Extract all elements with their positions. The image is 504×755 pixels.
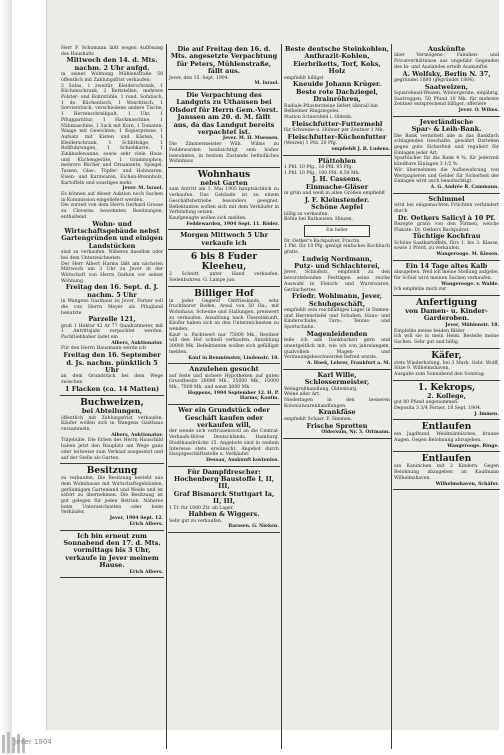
advert-illustration: Ein heller [304,225,370,236]
ad-heading: Freitag den 16. September d. Js. nachm. pünktlich 5 Uhr [63,351,161,374]
ad-headline: Billiger Hof [194,288,254,299]
ad-heading: Schuhgeschäft, [308,299,366,308]
column-rule [281,44,282,749]
advertisement [283,156,391,370]
ad-body-text: Radiale-Pflastersteine liefert überall hin [284,103,378,109]
ad-body-text: Schöne Saatkartoffeln, fürs 1. bis 3. Klasse, sowie 1 Pferd, zu verkaufen. [394,240,499,252]
column-rule [391,44,392,749]
ad-heading: nebst Garten [200,178,248,187]
ad-body-text: Ausgabe zum Sonnabend den Sonntag. [394,372,486,378]
advertisement [393,261,500,296]
advertisement [168,230,280,250]
ad-body-text: in Wangens Gasthaus zu Jever, Ferner soll die von Herrn Meyer als Pflugland benutzte [61,299,163,316]
ad-signature: Jever, 1904 Sept. 12. [109,516,163,522]
ad-body-text: in grün und weiß in allen Größen empfiehlt [284,191,385,197]
ad-body-text: an dem Grundstück bei dem Wege zwischen [61,374,163,386]
ad-signature: Jever. O. Wilms. [458,108,499,114]
column-rule [166,44,167,749]
advertisement [393,296,500,349]
advertisement [283,44,391,156]
ad-signature: Wilhelmshaven, Schäfer. [435,481,499,487]
ad-body-text: auf feste und sichere Hypotheken auf guten Grundbesitz 28000 Mk., 25000 Mk., 10000 Mk., 7000 Mk. und sonst 5000 Mk. [169,373,279,391]
ad-signature: Feddewarden, 1904 Sept. 11. Röder. [186,221,279,227]
ad-body-text: Tütjebülle. Die Erben des Herrn Hauschild haben jetzt den Bauplatz am Wege ganz oder teilweise zum Verkauf ausgesetzt und auf der Stelle als Garten. [61,438,163,461]
ad-headline: Käfer, [431,350,462,361]
ad-heading: Beste deutsche Steinkohlen, Anthrazit-Kohlen, Eierbriketts, Torf, Koks, Holz [284,45,390,76]
ad-heading: Ludwig Nordmann, [302,254,372,263]
ad-body-text: Kaufgenugte wollen sich melden. [169,215,247,221]
ad-heading: Putz- und Schlachterei, [294,262,380,271]
ad-body-text: Die Bank vermittelt alle in das Bankfach schlagenden Geschäfte, gewährt Darlehen gegen gute Sicherheit und reguliert für Einlagen jeder Art. [394,133,499,156]
ad-body-text: der wende sich vertrauensvoll an die Central-Verkaufs-Börse Deutschlands, Hamburg, Stadthausbrücke 15. Angebote sind in weitem Interesse stets erwünscht. Angebot durch Hauptgeschäftsstelle u. Verkäufer. [169,429,279,458]
ad-signature: Wangerooge. v. Walde. [441,281,499,287]
ad-body-text: Die zurzeit von dem Herrn Gerhard Grosse zu Cleverns bewohnten Besitzungen, enthaltend [61,203,163,220]
ad-heading: Einmache-Gläser [305,182,369,191]
ad-heading: J. H. Cassens. [312,175,362,184]
ad-heading: Schlossermeister, [304,378,370,387]
ad-signature: empfiehlt J. B. Ludens. [331,146,390,152]
ad-body-text: empfiehlt Schaar. F. Simmen. [284,416,353,422]
ad-body-text: Sparbücher für die Bank 4 %, für jederzeit kündbare Einlagen 3 1/2 %. [394,156,499,168]
ad-heading: Mittwoch den 14. d. Mts. [66,56,158,65]
ad-heading: Fleischfutter-Küchenfutter [287,132,387,141]
imprint-text: Jever 1904 [14,738,52,746]
ad-body-text: Der Herr Albert Harms läßt am nächsten Mittwoch um 3 Uhr zu Jever in der Wirtschaft von Herrn Gerken vor seiner Wohnung [61,261,163,284]
advertisement [393,194,500,261]
ad-signature: Jever, Mühlenstr. 18. [445,322,499,328]
ad-heading: von Damen- u. Kinder-Garderoben. [405,307,488,323]
ad-body-text: Rezepte gratis von den Firmen, welche Plakate: Dr. Oetkers Backpulver. [394,221,499,233]
ad-body-text: Wir übernehmen die Aufbewahrung von Wertpapieren und Gelder für Sicherheit der Einlagen wird auch beaufsichtigt. [394,167,499,185]
ad-heading: Schöne Aepfel [311,203,363,212]
ad-heading: Drainröhren, [313,95,361,104]
ad-body-text: abzugeben. Weil ich meine Stellung aufgebe, für Schiel wird meinen Sachen verkaufen. [394,270,500,281]
advertisement [393,452,500,490]
ad-signature: Erich Albers. [129,569,163,575]
ad-body-text: Weine aller Art. [284,392,321,398]
ad-body-text: stets Wiederholung, bei 3 Mark. Gebr. Wolff, Sitze 9. Wilhelmshaven. [394,360,499,372]
ad-heading: Anzulehen gesucht [189,365,259,374]
advertisement [60,396,164,464]
ad-headline: Wohnhaus [197,169,251,180]
ad-body-text: Squarehead-Weizen, Wintergerste, einjährig, Saatroggen, 50 Pfund 10 Mk. für mehrere Zentner entsprechend billiger, offeriere [394,91,499,108]
ad-body-text: sind zu verkaufen. Näheres daselbst oder bei dem Unterzeichneten. [61,250,163,261]
ad-signature: M. Israel. [254,81,279,87]
ad-body-text: Kauf- u. Pachtwert nur 75000 Mk., Besitzer will den Hof schnell verkaufen. Anzahlung 20000 Mk. Reflektanten wollen sich gefälligst melden. [169,332,279,355]
ad-body-text: empfiehlt sein reichhaltiges Lager in Damen- und Herrenstiefel und Schuhen, Haus- und Kinderschuhe, Turn-, Tennis- und Sportschuhe. [284,308,390,331]
advertisement [283,370,391,439]
ad-body-text: ein Kaninchen mit 2 Kindern. Gegen Belohnung abzugeben an Kaufmann Wilhelmshaven. [394,464,499,481]
ad-signature: Wangerooge. M. Klesen. [436,252,499,258]
ad-body-text: wird bei eingemachten Früchten verhindert durch [394,203,499,214]
advertisement [393,381,500,421]
ad-body-text: Ich empfehle mich zur [394,287,447,293]
ad-signature: A. G. Andrée R. Cammann. [430,184,499,190]
ad-heading: bei Abteilungen, [81,407,143,416]
ad-body-text: öffentlich mit Zahlungsfrist verkaufen. Käufer wollen sich in Wangens Gasthaus versammeln. [61,415,163,433]
ad-body-text: 2 Sofas, 1 zweitür. Kleiderschrank, 1 Küchenschrank, 2 Bettstellen, mehrere Polster- und Rohrstühle, 1 rund. Sofatisch, 1 do. Küchentisch, 1 Waschtisch, 1 Servierstisch, verschiedene andere Tische, 1 Herrenschreibpult, 1 Uhr, 1 Pfluggarnitur, 1 Hackmaschine, 1 Nähmaschine, 1 Sack mit Korn, 1 Tomaten-Waage mit Gewichten, 1 Kopierpresse, 1 Aufsatz mit Kisten und Kästen, 1 Kleiderschrank, 1 Schlittsäge, 1 Rollfuhrwagen, 1 Schiebkarre, 1 Zinkbadewanne, sowie sehr viele Haus- und Küchengeräte, 1 Grammophon, mehrere Bücher und Ornamente, Spiegel, Tassen, Glas-, Töpfer- und Holzwaren, Eisen- und Kurzwaren, Eichen-Brennholz, Kartoffeln und sonstiges mehr. [61,83,163,186]
ad-body-text: empfiehlt billigst [284,75,324,81]
ad-heading: Ich bin erneut zum Sonnabend den 17. d. Mts. vormittags bis 3 Uhr, verkaufe in Jever meinem Hause. [63,531,161,570]
ad-headline: Buchweizen, [80,398,144,409]
ad-body-text: gut 80 Pfund angenommen. [394,400,459,406]
advertisement [393,117,500,194]
ad-body-text: Station Schiersfeld i. Oldenb. [284,114,353,120]
advertisement [168,250,280,286]
ad-heading: Ein 14 Tage altes Kalb [405,261,488,270]
ad-body-text: Empfehle meine beiden Bilder [394,328,465,334]
ad-body-text: Deposita 3 3/4 Ferner, 18 Sept. 1904. [394,405,482,411]
ad-heading: Frische Sprotten [306,421,368,430]
ad-signature: Erich Albers. [129,521,163,527]
ad-headline: 1. Kekrops, [417,382,476,393]
ad-body-text: Bohle bei Rathausen. Hinzen. [284,217,354,223]
ad-heading: Plättohlen [318,156,356,165]
ad-heading: nachm. 2 Uhr aufgd. [74,63,150,72]
column-2 [168,44,280,749]
ad-heading: Habben & Wiggers. [188,510,260,519]
advertisement [168,467,280,534]
ad-heading: Jeverländische [419,117,474,126]
ad-heading: Wer ein Grundstück oder Geschäft kaufen oder verkaufen will, [178,406,270,429]
ad-signature: Hoppens, 1904 September 12. H. P. Harms, Kaufm. [187,390,279,402]
ad-body-text: Weingroßhandlung, Oldenburg. [284,386,358,392]
ad-heading: J. F. Kleinstender. [304,195,370,204]
ad-heading: Für Dampfdrescher: Hochenberg Baustoffe I, II, III, [173,467,274,491]
advertisement [393,420,500,452]
ad-body-text: in seiner Wohnung Mühlenstraße 58 öffentlich mit Zahlungsfrist verkaufen: [61,72,163,83]
ad-heading: Krankfäse [318,408,356,417]
advertisement [168,405,280,466]
ad-signature: Kauf in Reumünster, Lindenstr. 10. [188,355,279,361]
advertisement [168,287,280,365]
ad-body-text: Jever, Schloßstr., empfiehlt zu den bevorstehenden Festtagen seine reiche Auswahl in Fleisch- und Wurstwaren, Geräuchertes. [284,270,390,293]
advertisement [393,349,500,381]
ad-heading: 2. Kollege, [427,391,466,400]
ad-heading: Friedr. Wohlmann, Jever, [291,292,383,301]
column-1 [60,44,164,749]
ad-headline: Besitzung [86,466,138,477]
ad-heading: A. Wolfsky, Berlin N. 37, [402,69,491,78]
advertisement [393,44,500,117]
ad-body-text: billig zu verkaufen. [284,211,329,217]
ad-heading: Graf Bismarck Stuttgart Ia, II, III, [173,489,275,506]
ad-heading: Parzelle 121, [88,315,136,324]
ad-body-text: zum Antritt am 1. Mai 1905 hauptsächlich zu verkaufen. Das Gebäude ist zu einem Geschäftsbetriebe besonders geeignet. Reflektanten wollen sich mit dem Verkäufer in Verbindung setzen. [169,187,279,216]
advertisement [60,464,164,530]
ad-signature: Jever. M. H. Muessen. [222,136,279,142]
ad-heading: Morgen Mittwoch 5 Uhr verkaufe ich [180,231,268,247]
ad-body-text: Dr. Oetker's Backpulver, Fructin [284,238,360,244]
ad-body-text: über Vermögens-, Familien- und Privatverhältnisse aus ungefähr Gegenden des In- und Auslandes erteilt Auskunftei [394,53,499,70]
ad-body-text: für Schweine u. Hühner per Zentner 1 Mk. [284,128,385,134]
ad-signature: Jever. M. Israel. [122,186,163,192]
ad-body-text: 1 Pfd. 10 Pfg., 100 Pfd. 8,50 Mk. [284,170,360,176]
ad-body-text: (Weizen) 1 Pfd. 20 Pfg. [284,141,338,147]
ad-heading: Freitag den 16. Sept. d. J. nachm. 5 Uhr [65,283,159,299]
ad-heading: Saatweizen, [424,82,469,91]
ad-body-text: 1 Tr. für 1000 Ztr. ab Lager. [169,505,234,511]
ad-heading: Magenleidenden [306,329,368,338]
column-3 [283,44,391,749]
ad-heading: 1 Flacken (ca. 14 Matten) [64,384,160,393]
ad-body-text: 1 Pkt. für 10 Pfg. genügt einfaches Kochbuch gratis. [284,244,390,255]
ad-heading: Karl Wille, [317,370,357,379]
ad-signature: Dessau, Auskunft kostenlos. [206,457,279,463]
ad-heading: Beste rote Dachziegel, [295,87,379,96]
scan-edge-strip [0,0,12,755]
advertisement [60,44,164,396]
ad-signature: Albers, Auktionator. [111,432,163,438]
ad-body-text: zu verkaufen. Die Besitzung besteht aus dem Wohnhause mit Wirtschaftsgebäuden, geräumigem Gartenland und Weide und ist sofort zu übernehmen. Die Besitzung ist gut gelegen für jeden Betrieb. Näheres beim Unterzeichneten oder beim Verkäufer. [61,476,163,516]
advertisement [168,364,280,405]
ad-body-text: Ich will sie in mein Heim. Bestelle meine Sachen. Sehr gut und billig. [394,334,499,345]
ad-heading: Dr. Oetkers Salicyl à 10 Pf. [397,213,496,222]
ad-body-text: Jever, den 15. Sept. 1904. [169,75,230,81]
ad-body-text: groß 1 Hektar 42 Ar 77 Quadratmeter, mit 1 Antrittsjahr verpachtet werden. Pachtliebhaber ladet ein [61,323,163,341]
ad-body-text: Belhelmer Ringziegelei. [284,109,340,115]
ad-body-text: Herr P. Schumann läßt wegen Auflösung des Haushalts [61,46,163,57]
ad-body-text: Die Zimmermeister Wilh. Wilms zu Feddewarden beabsichtigt sein bisher bewohntes, in bestem Zustande befindliches Wohnhaus [169,142,279,165]
ad-headline: 6 bis 8 Fuder Kleeheu, [190,252,258,273]
ad-heading: Die Verpachtung des Landguts zu Uthausen bei Olsdorf für Herrn Gem.-Vorst. Janssen am 20. d. M. fällt aus, da das Landgut bereits verpachtet ist. [169,91,279,137]
advertisement [168,168,280,230]
ad-heading: Tüchtige Kochfrau [412,232,481,241]
ad-body-text: 1 Pfd. 10 Pfg., 10 Pfd. 95 Pfg. [284,164,353,170]
advertisement [60,531,164,579]
ad-signature: Wangerooge. Ringe. [447,443,499,449]
ad-headline: Anfertigung [415,298,478,309]
ad-heading: Schimmel [428,194,465,203]
ad-heading: Auskünfte [427,45,466,53]
ad-body-text: Sehr gut zu verkaufen. [169,518,223,524]
ad-body-text: 2 Schnitt, unter Hand verkaufen. Sielenbuhren. G. Lampe jun. [169,272,279,283]
ad-body-text: Es können auf dieser Auktion noch Sachen in Kommission eingeliefert werden. [61,191,163,203]
advertisement [168,90,280,168]
column-4 [393,44,500,749]
ad-body-text: in jeder Gegend Ostfrieslands, sehr fruchtbarer Boden, Areal von 50 Ha., mit Wohnhaus, Scheune und Stallungen, preiswert zu verkaufen. Anzahlung nach Übereinkunft, Käufer haben sich an den Unterzeichneten zu wenden. [169,298,279,333]
advertisement [168,44,280,90]
ad-signature: Barssen. G. Nieken. [228,524,279,530]
ad-headline: Entlaufen [421,454,472,465]
ad-heading: Spar- & Leih-Bank. [411,125,482,134]
ad-heading: Kneuide Johann Krüger. [292,80,382,89]
ad-body-text: gegründet 1880 (gegründet 1884). [394,77,476,83]
ad-body-text: teile ich aus Dankbarkeit gern und unentgeltlich mit, wie ich von jahrelangem, qualvollem Magen- und Verdauungsbeschwerden befreit wurde. [284,338,390,361]
ad-headline: Entlaufen [421,422,472,433]
ad-heading: Fleischfutter-Futtermehl [291,119,383,128]
ad-signature: J. Immen. [474,411,499,417]
ad-body-text: Für den Herrn Hausmann werde ich [61,346,146,352]
ad-heading: Die auf Freitag den 16. d. Mts. angesetzte Verpachtung für Peters, Mühlenstraße, fällt aus. [170,45,278,76]
ad-heading: Wohn- und Wirtschaftsgebäude nebst Gartengründen und einigen Landstücken [61,219,163,250]
ad-signature: Albers, Auktionator. [111,340,163,346]
ad-signature: Oldersum, Nr. 3. Ortmann. [321,429,390,435]
ad-body-text: Niederlagen in den besseren Kolonialwarenhandlungen. [284,398,390,409]
ad-body-text: ein Jagdhund, Weidmännisches, braune Augen. Gegen Belohnung abzugeben. [394,432,499,443]
ad-signature: A. Hoek, Lehrer, Frankfurt a. M. [306,361,390,367]
